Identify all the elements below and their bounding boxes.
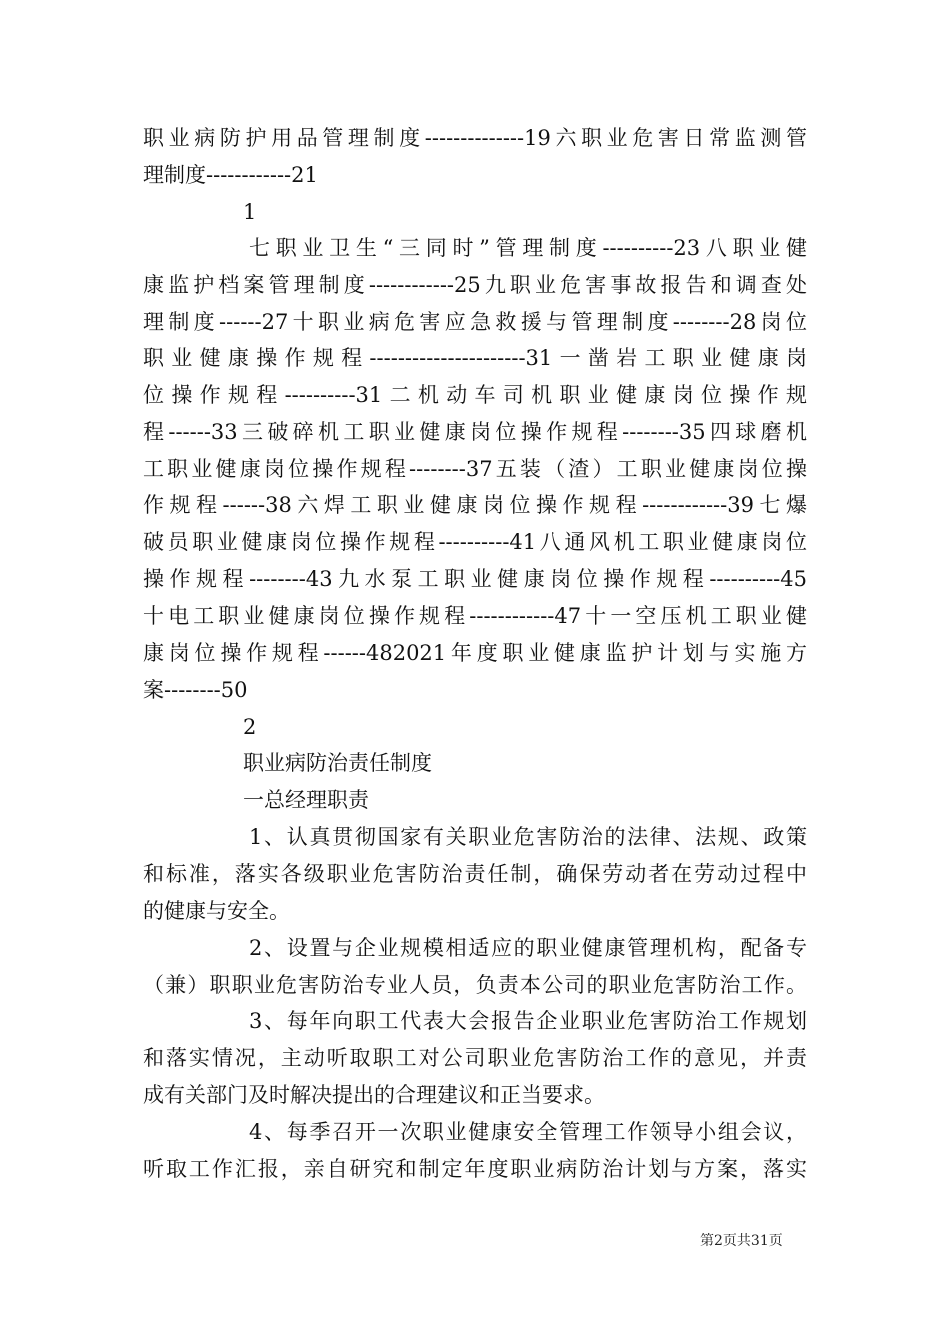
paragraph-line: 2、设置与企业规模相适应的职业健康管理机构，配备专 [249, 936, 807, 960]
toc-line: 职业病防护用品管理制度--------------19六职业危害日常监测管 [143, 126, 807, 150]
paragraph-line: 和标准，落实各级职业危害防治责任制，确保劳动者在劳动过程中 [143, 862, 807, 886]
section-heading: 职业病防治责任制度 [243, 751, 432, 775]
paragraph-line: 和落实情况，主动听取职工对公司职业危害防治工作的意见，并责 [143, 1046, 807, 1070]
toc-line: 七职业卫生“三同时”管理制度----------23八职业健 [249, 236, 807, 260]
toc-line: 案--------50 [143, 678, 248, 702]
subsection-heading: 一总经理职责 [243, 788, 369, 812]
paragraph-line: 4、每季召开一次职业健康安全管理工作领导小组会议， [249, 1120, 807, 1144]
paragraph-line: （兼）职职业危害防治专业人员，负责本公司的职业危害防治工作。 [143, 973, 807, 997]
toc-line: 十电工职业健康岗位操作规程------------47十一空压机工职业健 [143, 604, 807, 628]
toc-line: 理制度------------21 [143, 163, 318, 187]
paragraph-line: 1、认真贯彻国家有关职业危害防治的法律、法规、政策 [249, 825, 807, 849]
toc-line: 康岗位操作规程------482021年度职业健康监护计划与实施方 [143, 641, 807, 665]
page-number-marker: 1 [243, 200, 257, 224]
page-number-marker: 2 [243, 715, 257, 739]
toc-line: 位操作规程----------31二机动车司机职业健康岗位操作规 [143, 383, 807, 407]
paragraph-line: 成有关部门及时解决提出的合理建议和正当要求。 [143, 1083, 605, 1107]
toc-line: 职业健康操作规程----------------------31一凿岩工职业健康岗 [143, 346, 807, 370]
toc-line: 程------33三破碎机工职业健康岗位操作规程--------35四球磨机 [143, 420, 807, 444]
paragraph-line: 听取工作汇报，亲自研究和制定年度职业病防治计划与方案，落实 [143, 1157, 807, 1181]
paragraph-line: 的健康与安全。 [143, 899, 290, 923]
toc-line: 康监护档案管理制度------------25九职业危害事故报告和调查处 [143, 273, 807, 297]
paragraph-line: 3、每年向职工代表大会报告企业职业危害防治工作规划 [249, 1009, 807, 1033]
toc-line: 操作规程--------43九水泵工职业健康岗位操作规程----------45 [143, 567, 807, 591]
toc-line: 作规程------38六焊工职业健康岗位操作规程------------39七爆 [143, 493, 807, 517]
toc-line: 破员职业健康岗位操作规程----------41八通风机工职业健康岗位 [143, 530, 807, 554]
toc-line: 工职业健康岗位操作规程--------37五装（渣）工职业健康岗位操 [143, 457, 807, 481]
page-footer: 第2页共31页 [700, 1233, 783, 1249]
toc-line: 理制度------27十职业病危害应急救援与管理制度--------28岗位 [143, 310, 807, 334]
